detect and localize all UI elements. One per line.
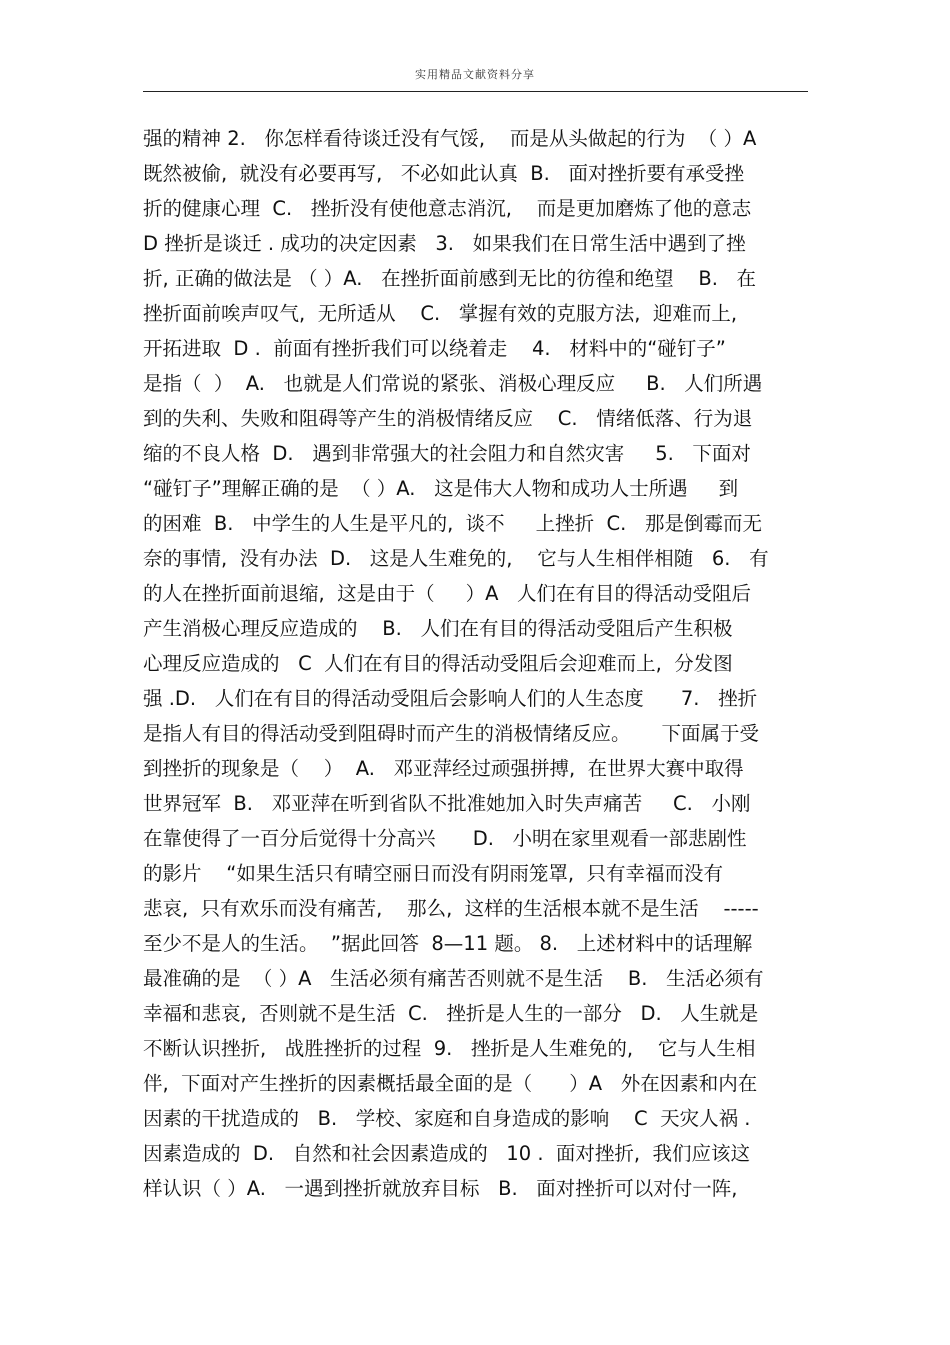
text-line: 缩的不良人格 D. 遇到非常强大的社会阻力和自然灾害 5. 下面对 (143, 442, 751, 465)
text-line: 的困难 B. 中学生的人生是平凡的, 谈不 上挫折 C. 那是倒霉而无 (143, 512, 762, 535)
document-body (143, 121, 823, 1206)
text-line: 强的精神 2. 你怎样看待谈迁没有气馁, 而是从头做起的行为 （ ）A (143, 127, 757, 150)
text-line: “碰钉子”理解正确的是 （ ）A. 这是伟大人物和成功人士所遇 到 (143, 477, 739, 500)
text-line: 因素的干扰造成的 B. 学校、家庭和自身造成的影响 C 天灾人祸 . (143, 1107, 751, 1130)
text-line: 幸福和悲哀, 否则就不是生活 C. 挫折是人生的一部分 D. 人生就是 (143, 1002, 759, 1025)
text-line: 在靠使得了一百分后觉得十分高兴 D. 小明在家里观看一部悲剧性 (143, 827, 747, 850)
text-line: 是指人有目的得活动受到阻碍时而产生的消极情绪反应。 下面属于受 (143, 722, 759, 745)
text-line: 的影片 “如果生活只有晴空丽日而没有阴雨笼罩, 只有幸福而没有 (143, 862, 723, 885)
text-line: 折, 正确的做法是 （ ）A. 在挫折面前感到无比的彷徨和绝望 B. 在 (143, 267, 757, 290)
text-line: 的人在挫折面前退缩, 这是由于（ ）A 人们在有目的得活动受阻后 (143, 582, 752, 605)
page-header: 实用精品文献资料分享 (415, 68, 535, 81)
text-line: 是指（ ） A. 也就是人们常说的紧张、消极心理反应 B. 人们所遇 (143, 372, 763, 395)
text-line: 既然被偷, 就没有必要再写, 不必如此认真 B. 面对挫折要有承受挫 (143, 162, 744, 185)
text-line: 挫折面前唉声叹气, 无所适从 C. 掌握有效的克服方法, 迎难而上, (143, 302, 738, 325)
text-line: 心理反应造成的 C 人们在有目的得活动受阻后会迎难而上, 分发图 (143, 652, 733, 675)
text-line: 到的失利、失败和阻碍等产生的消极情绪反应 C. 情绪低落、行为退 (143, 407, 753, 430)
text-line: 悲哀, 只有欢乐而没有痛苦, 那么, 这样的生活根本就不是生活 ----- (143, 897, 759, 920)
header-divider (143, 91, 808, 92)
text-line: 最准确的是 （ ）A 生活必须有痛苦否则就不是生活 B. 生活必须有 (143, 967, 764, 990)
text-line: 到挫折的现象是（ ） A. 邓亚萍经过顽强拼搏, 在世界大赛中取得 (143, 757, 744, 780)
text-line: D 挫折是谈迁 . 成功的决定因素 3. 如果我们在日常生活中遇到了挫 (143, 232, 746, 255)
text-line: 世界冠军 B. 邓亚萍在听到省队不批准她加入时失声痛苦 C. 小刚 (143, 792, 751, 815)
text-line: 强 .D. 人们在有目的得活动受阻后会影响人们的人生态度 7. 挫折 (143, 687, 758, 710)
text-line: 因素造成的 D. 自然和社会因素造成的 10 . 面对挫折, 我们应该这 (143, 1142, 751, 1165)
text-line: 伴, 下面对产生挫折的因素概括最全面的是（ ）A 外在因素和内在 (143, 1072, 758, 1095)
text-line: 至少不是人的生活。 ”据此回答 8—11 题。 8. 上述材料中的话理解 (143, 932, 753, 955)
text-line: 产生消极心理反应造成的 B. 人们在有目的得活动受阻后产生积极 (143, 617, 733, 640)
text-line: 奈的事情, 没有办法 D. 这是人生难免的, 它与人生相伴相随 6. 有 (143, 547, 769, 570)
text-line: 开拓进取 D . 前面有挫折我们可以绕着走 4. 材料中的“碰钉子” (143, 337, 726, 360)
text-line: 样认识（ ）A. 一遇到挫折就放弃目标 B. 面对挫折可以对付一阵, (143, 1177, 738, 1200)
text-line: 不断认识挫折, 战胜挫折的过程 9. 挫折是人生难免的, 它与人生相 (143, 1037, 756, 1060)
text-line: 折的健康心理 C. 挫折没有使他意志消沉, 而是更加磨炼了他的意志 (143, 197, 752, 220)
